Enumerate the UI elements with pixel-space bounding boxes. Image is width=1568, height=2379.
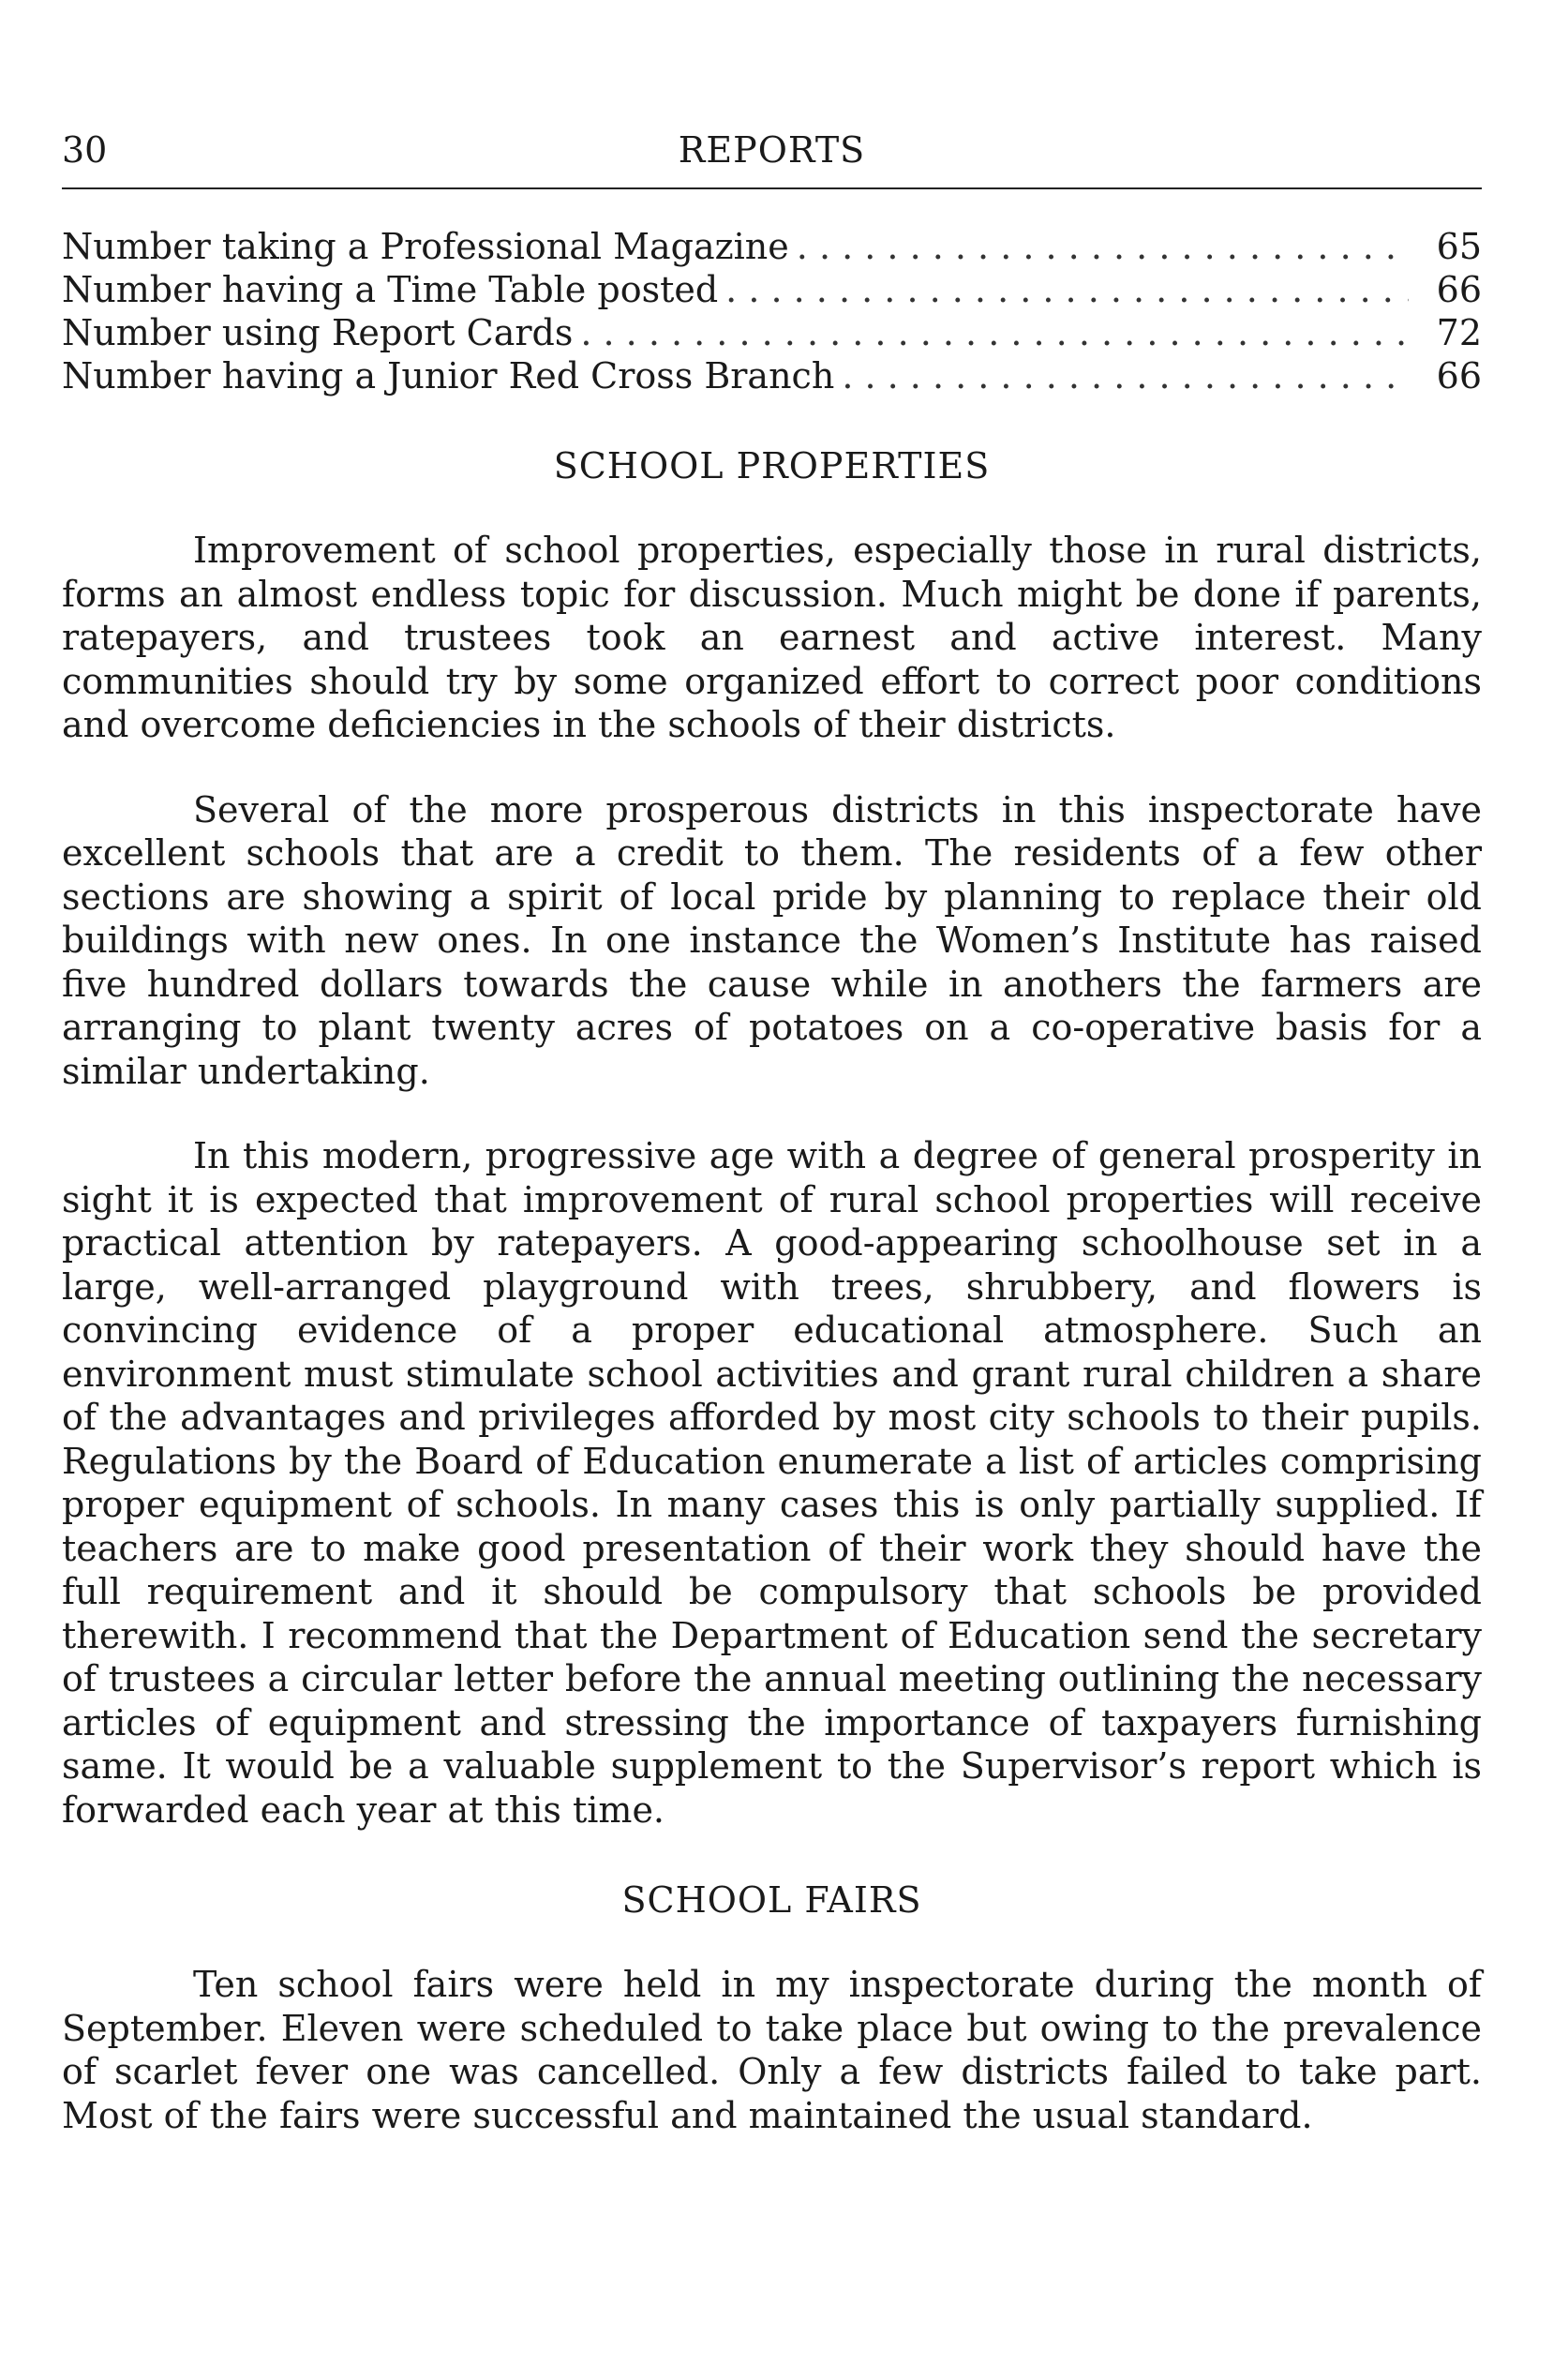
stat-label: Number taking a Professional Magazine xyxy=(62,226,789,267)
stat-value: 65 xyxy=(1436,226,1482,267)
paragraph: Several of the more prosperous districts in this inspectorate have excellent schools that are a credit to them. The residents of a few other sections are showing a spirit of local pride by planning to replace their old buildings with new ones. In one instance the Women’s Institute has raised five hundred dollars towards the cause while in anothers the farmers are arranging to plant twenty acres of potatoes on a co-operative basis for a similar undertaking. xyxy=(62,788,1482,1092)
stat-row xyxy=(62,268,1482,311)
page-number: 30 xyxy=(62,129,108,171)
document-page xyxy=(62,122,1482,2178)
running-head: REPORTS xyxy=(678,129,866,171)
section-school-properties xyxy=(62,444,1482,1832)
dot-leader xyxy=(797,225,1409,268)
stat-row xyxy=(62,225,1482,268)
section-heading: SCHOOL FAIRS xyxy=(621,1879,922,1921)
stat-value: 66 xyxy=(1436,269,1482,310)
statistics-list xyxy=(62,225,1482,397)
page-header xyxy=(62,122,1482,178)
stat-value: 66 xyxy=(1436,355,1482,396)
stat-row xyxy=(62,354,1482,397)
stat-label: Number using Report Cards xyxy=(62,312,574,353)
stat-label: Number having a Junior Red Cross Branch xyxy=(62,355,835,396)
dot-leader xyxy=(842,354,1409,397)
stat-value: 72 xyxy=(1436,312,1482,353)
paragraph: In this modern, progressive age with a degree of general prosperity in sight it is expected that improvement of rural school properties will receive practical attention by ratepayers. A good-appearing schoolhouse set in a large, well-arranged playground with trees, shrubbery, and flowers is convincing evidence of a proper educational atmosphere. Such an environment must stimulate school activities and grant rural children a share of the advantages and privileges afforded by most city schools to their pupils. Regulations by the Board of Education enumerate a list of articles comprising proper equipment of schools. In many cases this is only partially supplied. If teachers are to make good presentation of their work they should have the full requirement and it should be compulsory that schools be provided therewith. I recommend that the Department of Education send the secretary of trustees a circular letter before the annual meeting outlining the necessary articles of equipment and stressing the importance of taxpayers furnishing same. It would be a valuable supplement to the Supervisor’s report which is forwarded each year at this time. xyxy=(62,1135,1482,1831)
header-rule xyxy=(62,187,1482,189)
dot-leader xyxy=(580,311,1409,354)
paragraph: Improvement of school properties, especially those in rural districts, forms an almost endless topic for discussion. Much might be done if parents, ratepayers, and trustees took an earnest and active interest. Many communities should try by some organized effort to correct poor conditions and overcome deficiencies in the schools of their districts. xyxy=(62,530,1482,745)
dot-leader xyxy=(725,268,1409,311)
stat-row xyxy=(62,311,1482,354)
section-heading: SCHOOL PROPERTIES xyxy=(553,445,991,486)
paragraph: Ten school fairs were held in my inspectorate during the month of September. Eleven were scheduled to take place but owing to the prevalence of scarlet fever one was cancelled. Only a few districts failed to take part. Most of the fairs were successful and maintained the usual standard. xyxy=(62,1964,1482,2136)
section-school-fairs xyxy=(62,1878,1482,2137)
stat-label: Number having a Time Table posted xyxy=(62,269,719,310)
